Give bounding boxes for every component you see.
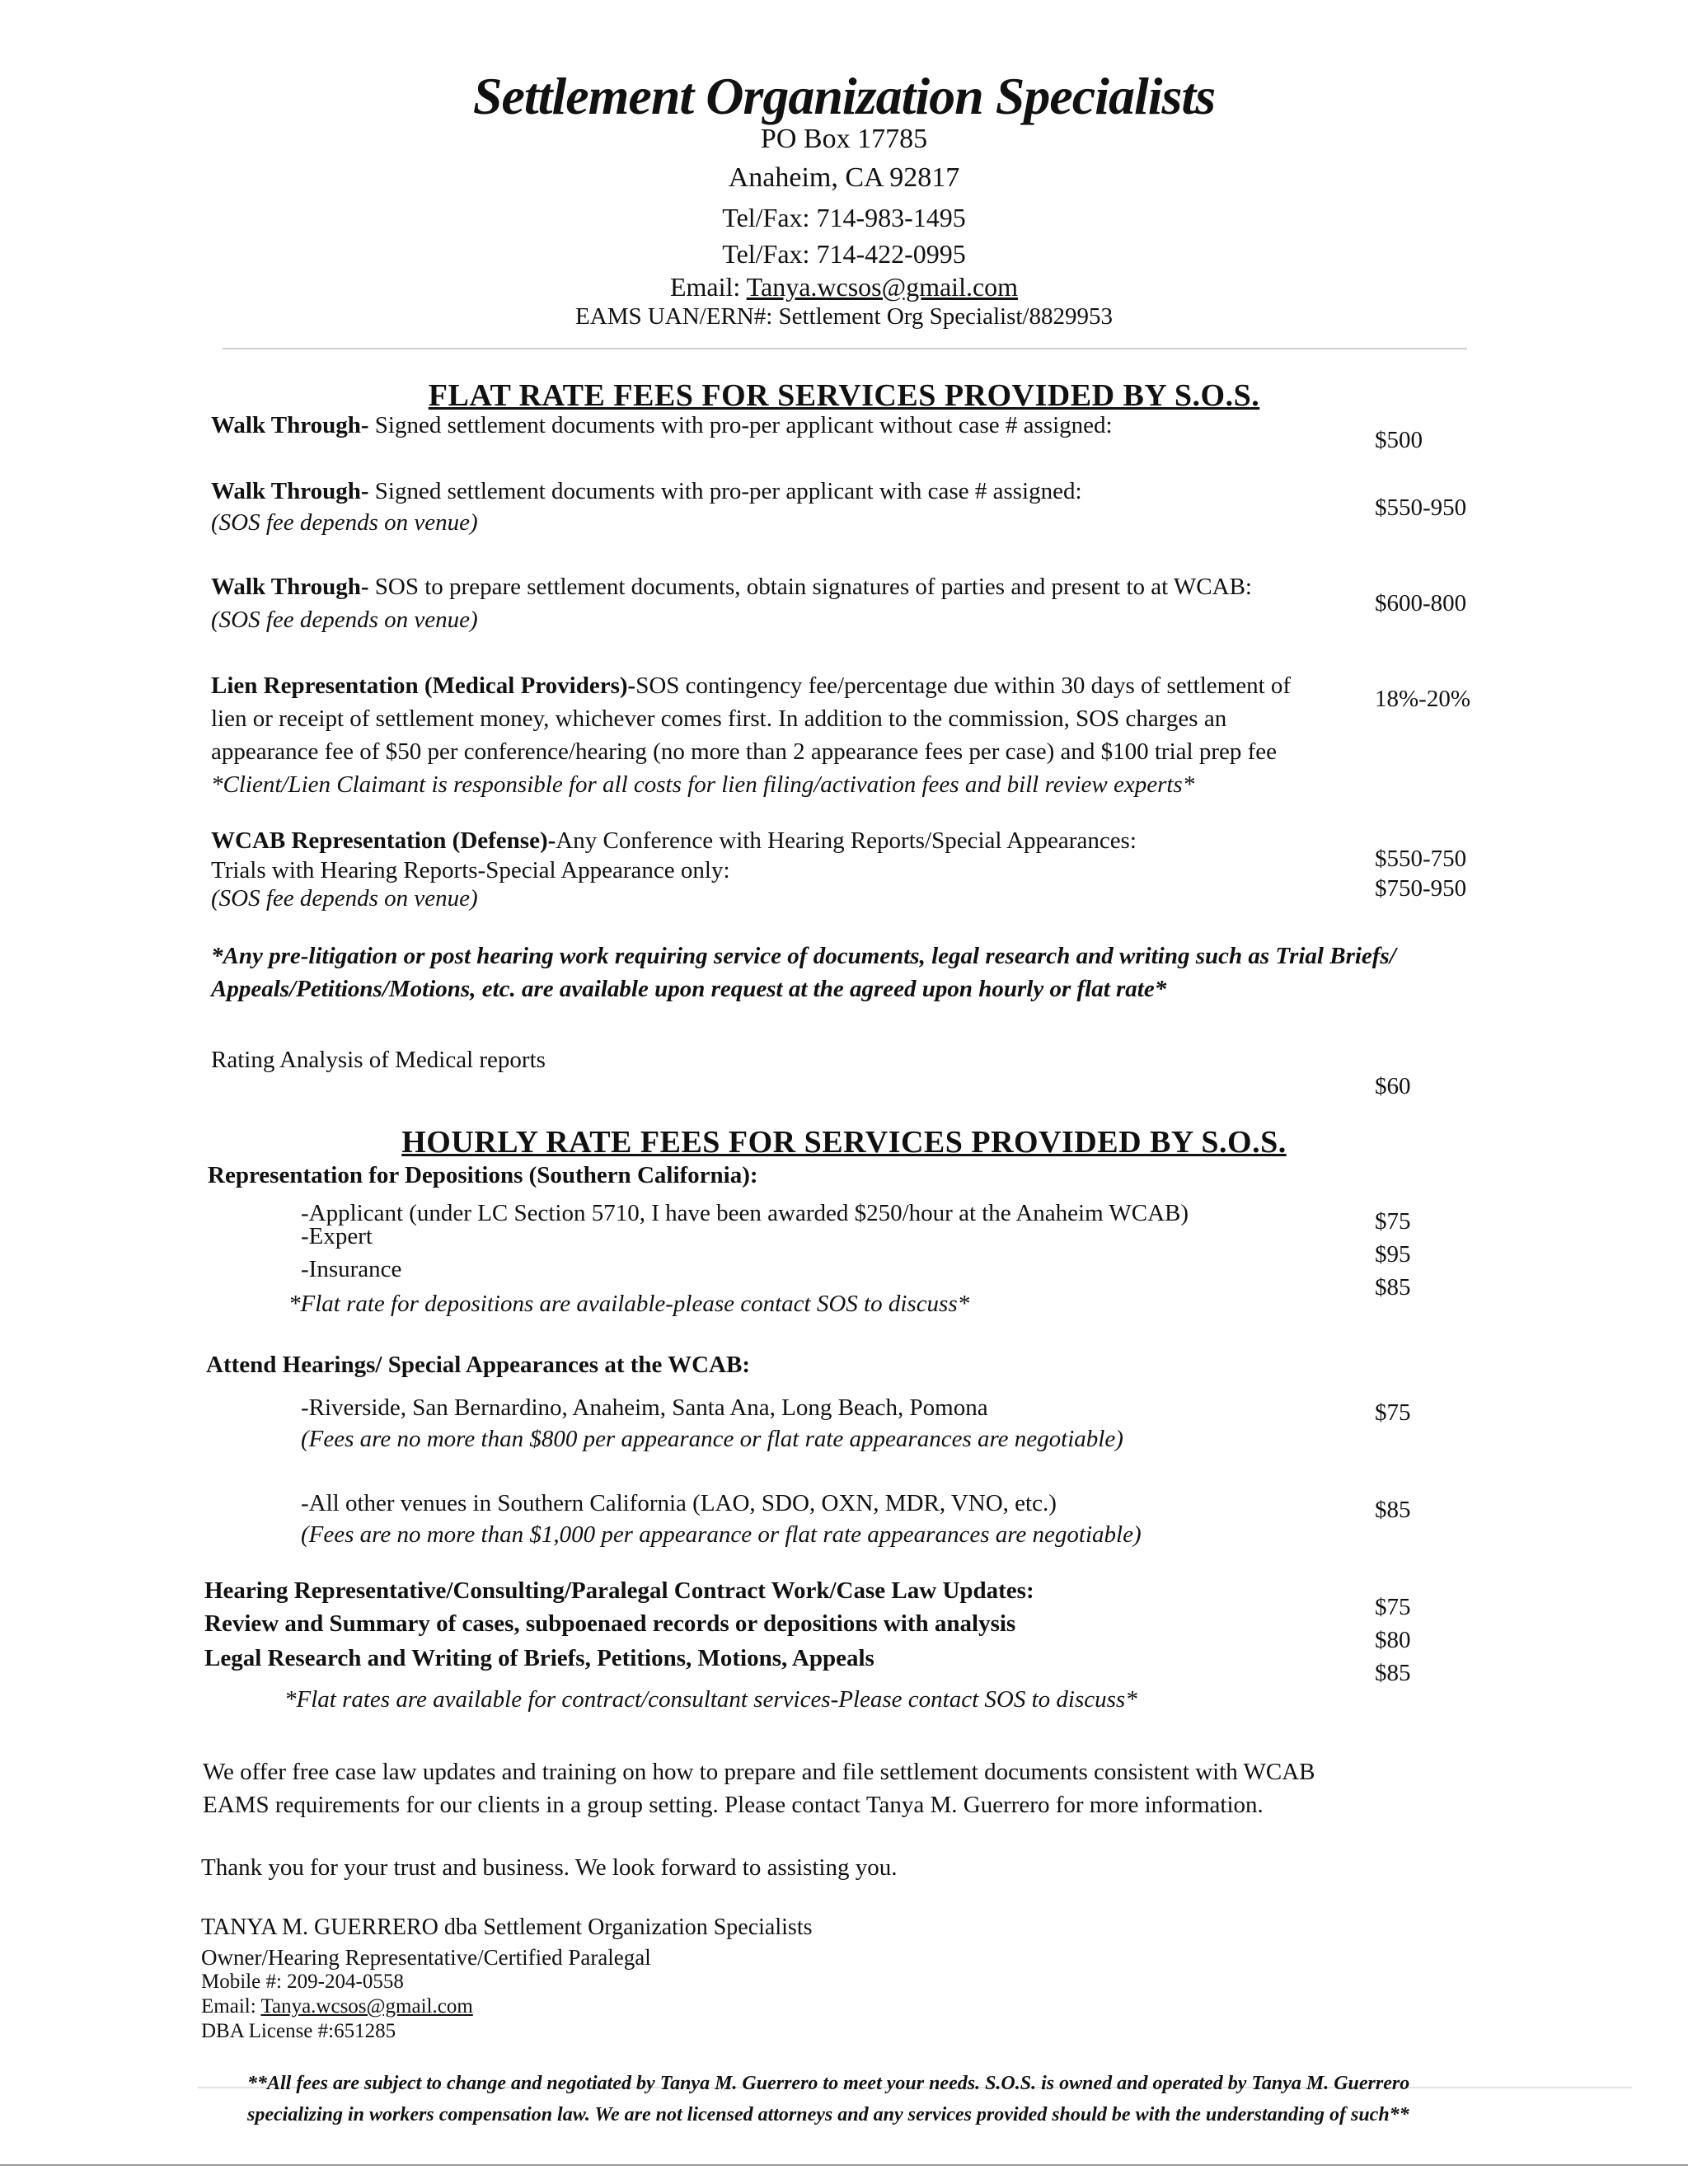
hearings-other-note: (Fees are no more than $1,000 per appearance or flat rate appearances are negotiable): [301, 1521, 1142, 1548]
hearings-local-note: (Fees are no more than $800 per appearance or flat rate appearances are negotiable): [301, 1426, 1123, 1452]
wcab-line-1: [211, 824, 1137, 857]
depositions-price-2: $95: [1375, 1241, 1411, 1268]
wcab-line-2: Trials with Hearing Reports-Special Appearance only:: [211, 857, 730, 883]
wcab-text-1: Any Conference with Hearing Reports/Special Appearances:: [556, 827, 1137, 854]
depositions-price-1: $75: [1375, 1208, 1411, 1235]
hourly-rate-heading: HOURLY RATE FEES FOR SERVICES PROVIDED BY S.O.S.: [401, 1125, 1287, 1160]
po-box: PO Box 17785: [760, 124, 928, 154]
legal-research: Legal Research and Writing of Briefs, Petitions, Motions, Appeals: [204, 1645, 874, 1671]
disclaimer-line-2: specializing in workers compensation law. We are not licensed attorneys and any services provided should be with the understanding of such**: [247, 2104, 1409, 2125]
city: Anaheim, CA 92817: [728, 162, 960, 193]
lien-price: 18%-20%: [1375, 686, 1470, 712]
lien-note: *Client/Lien Claimant is responsible for all costs for lien filing/activation fees and bill review experts*: [211, 771, 1195, 798]
telfax-2: Tel/Fax: 714-422-0995: [722, 239, 966, 269]
lien-label: Lien Representation (Medical Providers)-: [211, 673, 636, 699]
lien-line-2: lien or receipt of settlement money, whichever comes first. In addition to the commission, SOS charges an: [211, 705, 1227, 732]
rating-analysis: Rating Analysis of Medical reports: [211, 1047, 546, 1073]
flat-rate-heading: FLAT RATE FEES FOR SERVICES PROVIDED BY S.O.S.: [428, 378, 1260, 413]
walk-through-3: [211, 570, 1252, 603]
hearings-other-venues: -All other venues in Southern California (LAO, SDO, OXN, MDR, VNO, etc.): [301, 1490, 1057, 1516]
depositions-expert: -Expert: [301, 1223, 373, 1249]
rating-price: $60: [1375, 1073, 1411, 1099]
walk-through-2: [211, 475, 1082, 508]
walk-through-2-text: Signed settlement documents with pro-per applicant with case # assigned:: [368, 478, 1082, 504]
wcab-label: WCAB Representation (Defense)-: [211, 827, 556, 854]
company-title: Settlement Organization Specialists: [472, 67, 1216, 125]
hearings-local-price: $75: [1375, 1399, 1411, 1426]
header-email-label: Email:: [669, 272, 747, 302]
telfax-1: Tel/Fax: 714-983-1495: [722, 203, 966, 232]
hearings-heading: Attend Hearings/ Special Appearances at the WCAB:: [206, 1352, 751, 1378]
dba-license: DBA License #:651285: [201, 2020, 396, 2042]
depositions-insurance: -Insurance: [301, 1256, 402, 1282]
walk-through-3-note: (SOS fee depends on venue): [211, 607, 478, 633]
header-divider: [223, 348, 1467, 349]
page-bottom-edge: [0, 2164, 1688, 2166]
hearings-other-price: $85: [1375, 1497, 1411, 1523]
free-updates-line-2: EAMS requirements for our clients in a group setting. Please contact Tanya M. Guerrero for more information.: [203, 1792, 1264, 1818]
walk-through-3-label: Walk Through-: [211, 574, 369, 600]
depositions-price-3: $85: [1375, 1274, 1411, 1301]
signature-name: TANYA M. GUERRERO dba Settlement Organization Specialists: [201, 1915, 813, 1940]
contract-price-2: $80: [1375, 1627, 1411, 1653]
contract-note: *Flat rates are available for contract/consultant services-Please contact SOS to discuss*: [284, 1686, 1137, 1713]
eams-id: EAMS UAN/ERN#: Settlement Org Specialist/8829953: [575, 303, 1113, 330]
contract-price-3: $85: [1375, 1660, 1411, 1686]
signature-email-link[interactable]: Tanya.wcsos@gmail.com: [260, 1995, 473, 2018]
header-email-link[interactable]: Tanya.wcsos@gmail.com: [746, 272, 1019, 302]
hearings-local-venues: -Riverside, San Bernardino, Anaheim, Santa Ana, Long Beach, Pomona: [301, 1394, 988, 1421]
depositions-heading: Representation for Depositions (Southern California):: [208, 1162, 758, 1188]
review-summary: Review and Summary of cases, subpoenaed records or depositions with analysis: [204, 1610, 1016, 1637]
walk-through-2-note: (SOS fee depends on venue): [211, 509, 478, 536]
depositions-applicant: -Applicant (under LC Section 5710, I have been awarded $250/hour at the Anaheim WCAB): [301, 1200, 1189, 1226]
walk-through-1-label: Walk Through-: [211, 412, 369, 438]
free-updates-line-1: We offer free case law updates and training on how to prepare and file settlement documents consistent with WCAB: [203, 1759, 1315, 1785]
walk-through-3-text: SOS to prepare settlement documents, obtain signatures of parties and present to at WCAB:: [368, 574, 1252, 600]
pre-litigation-line-2: Appeals/Petitions/Motions, etc. are available upon request at the agreed upon hourly or flat rate*: [211, 976, 1167, 1002]
signature-role: Owner/Hearing Representative/Certified Paralegal: [201, 1945, 651, 1970]
lien-line-1: [211, 669, 1291, 702]
walk-through-2-label: Walk Through-: [211, 478, 369, 504]
wcab-price-2: $750-950: [1375, 875, 1467, 902]
header-email-line: [0, 272, 1688, 302]
signature-email-label: Email:: [201, 1995, 261, 2018]
signature-email-line: [201, 1993, 473, 2021]
contract-work: Hearing Representative/Consulting/Paralegal Contract Work/Case Law Updates:: [204, 1577, 1034, 1604]
walk-through-3-price: $600-800: [1375, 590, 1467, 616]
wcab-note: (SOS fee depends on venue): [211, 885, 478, 912]
wcab-price-1: $550-750: [1375, 846, 1467, 872]
lien-text-1: SOS contingency fee/percentage due within 30 days of settlement of: [635, 673, 1292, 699]
lien-line-3: appearance fee of $50 per conference/hearing (no more than 2 appearance fees per case) and $100 trial prep fee: [211, 738, 1277, 765]
pre-litigation-line-1: *Any pre-litigation or post hearing work requiring service of documents, legal research and writing such as Trial Briefs/: [211, 943, 1396, 969]
walk-through-2-price: $550-950: [1375, 494, 1467, 521]
contract-price-1: $75: [1375, 1594, 1411, 1620]
disclaimer-line-1: **All fees are subject to change and negotiated by Tanya M. Guerrero to meet your needs. S.O.S. is owned and operated by Tanya M. Guerrero: [247, 2073, 1410, 2094]
depositions-note: *Flat rate for depositions are available-please contact SOS to discuss*: [288, 1291, 970, 1317]
walk-through-1: [211, 409, 1113, 442]
walk-through-1-text: Signed settlement documents with pro-per applicant without case # assigned:: [368, 412, 1113, 438]
walk-through-1-price: $500: [1375, 427, 1423, 453]
signature-mobile: Mobile #: 209-204-0558: [201, 1971, 404, 1993]
thank-you: Thank you for your trust and business. We look forward to assisting you.: [201, 1854, 898, 1881]
